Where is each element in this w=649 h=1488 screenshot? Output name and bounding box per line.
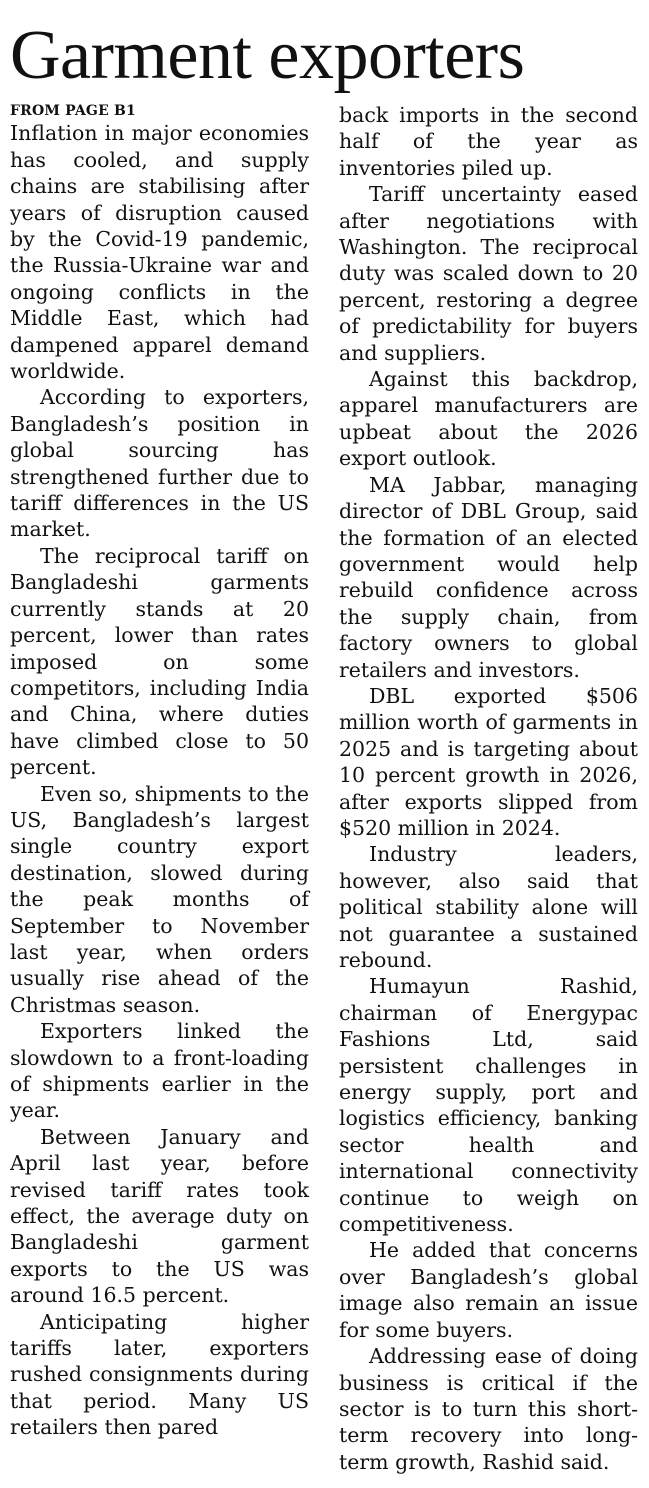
article-paragraph: According to exporters, Bangladesh’s position in global sourcing has strengthened further due to tariff differences in the US market. xyxy=(10,385,309,542)
article-paragraph: Humayun Rashid, chairman of Energypac Fashions Ltd, said persistent challenges in energy supply, port and logistics efficiency, banking sector health and international connectivity continue to weigh on competitiveness. xyxy=(339,974,638,1237)
article-paragraph: MA Jabbar, managing director of DBL Group, said the formation of an elected government would help rebuild confidence across the supply chain, from factory owners to global retailers and investors. xyxy=(339,472,638,682)
article-paragraph: The reciprocal tariff on Bangladeshi garments currently stands at 20 percent, lower than rates imposed on some competitors, including India and China, where duties have climbed close to 50 percent. xyxy=(10,543,309,780)
article-paragraph: Tariff uncertainty eased after negotiations with Washington. The reciprocal duty was scaled down to 20 percent, restoring a degree of predictability for buyers and suppliers. xyxy=(339,182,638,365)
article-paragraph: Exporters linked the slowdown to a front-loading of shipments earlier in the year. xyxy=(10,1019,309,1123)
article-column-left xyxy=(10,102,309,1441)
article-column-right xyxy=(339,102,638,1475)
article-paragraph: Even so, shipments to the US, Bangladesh’s largest single country export destination, slowed during the peak months of September to November last year, when orders usually rise ahead of the Christmas season. xyxy=(10,781,309,1017)
article-headline: Garment exporters xyxy=(10,17,525,94)
article-paragraph: Addressing ease of doing business is critical if the sector is to turn this short-term recovery into long-term growth, Rashid said. xyxy=(339,1344,638,1474)
article-paragraph: Industry leaders, however, also said that political stability alone will not guarantee a sustained rebound. xyxy=(339,842,638,972)
article-paragraph: Inflation in major economies has cooled, and supply chains are stabilising after years of disruption caused by the Covid-19 pandemic, the Russia-Ukraine war and ongoing conflicts in the Middle East, which had dampened apparel demand worldwide. xyxy=(10,121,309,384)
article-paragraph: He added that concerns over Bangladesh’s global image also remain an issue for some buyers. xyxy=(339,1238,638,1342)
article-paragraph: DBL exported $506 million worth of garments in 2025 and is targeting about 10 percent growth in 2026, after exports slipped from $520 million in 2024. xyxy=(339,683,638,840)
article-paragraph: Between January and April last year, before revised tariff rates took effect, the average duty on Bangladeshi garment exports to the US was around 16.5 percent. xyxy=(10,1124,309,1308)
article-paragraph: Against this backdrop, apparel manufacturers are upbeat about the 2026 export outlook. xyxy=(339,367,638,471)
article-paragraph-continued: back imports in the second half of the year as inventories piled up. xyxy=(339,103,638,180)
article-paragraph: Anticipating higher tariffs later, exporters rushed consignments during that period. Many US retailers then pared xyxy=(10,1309,309,1440)
jump-label: FROM PAGE B1 xyxy=(10,103,136,119)
